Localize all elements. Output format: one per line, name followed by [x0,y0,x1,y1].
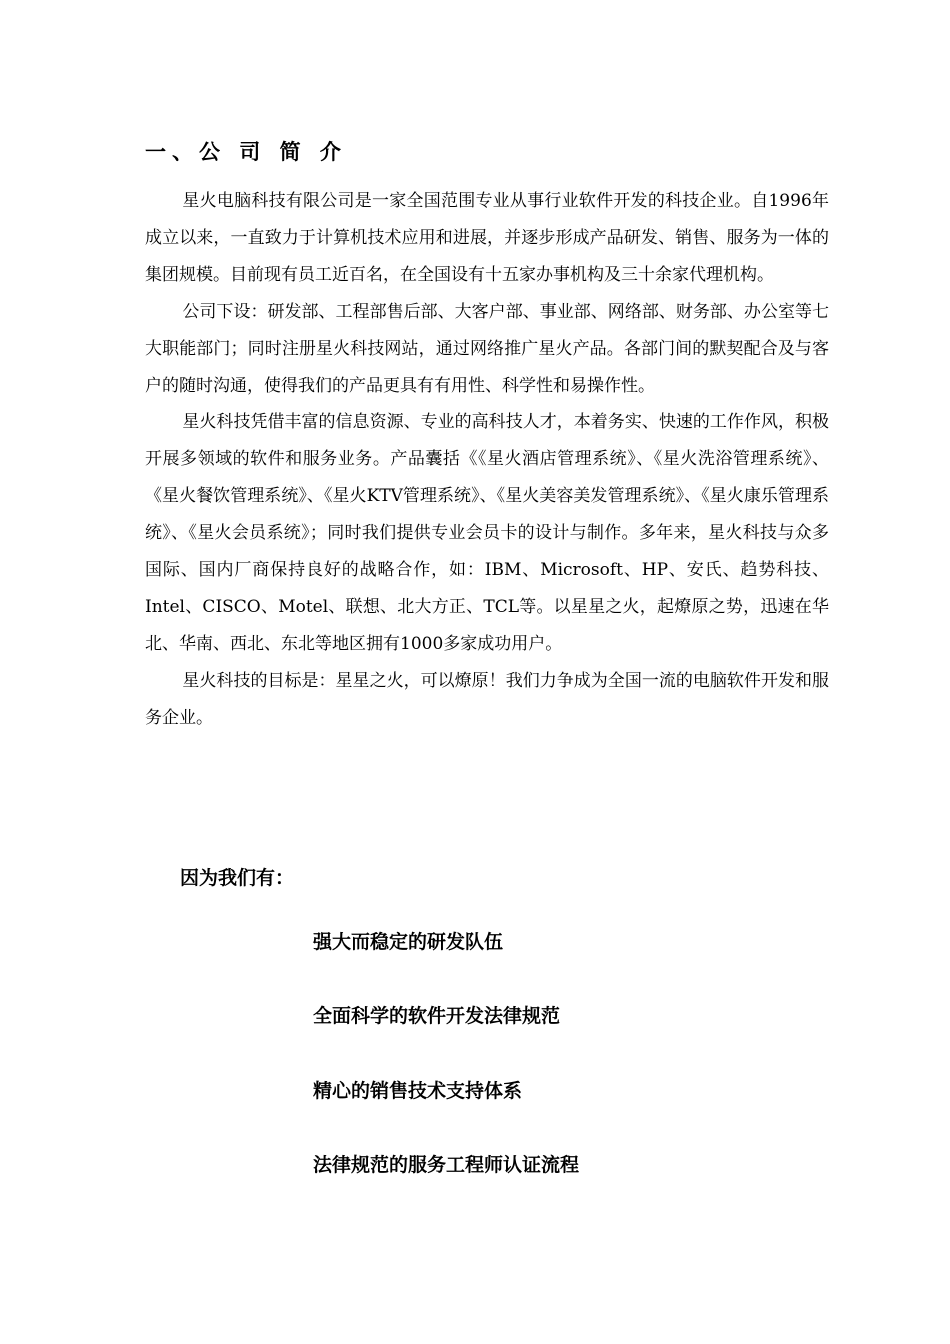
strength-item: 强大而稳定的研发队伍 [313,931,504,953]
company-intro-body [145,183,829,737]
because-label: 因为我们有： [180,867,295,889]
strength-item: 全面科学的软件开发法律规范 [313,1005,561,1028]
section-heading: 一、公 司 简 介 [145,140,347,164]
paragraph-overview: 星火电脑科技有限公司是一家全国范围专业从事行业软件开发的科技企业。自1996年成立以来，一直致力于计算机技术应用和进展，并逐步形成产品研发、销售、服务为一体的集团规模。目前现有员工近百名，在全国设有十五家办事机构及三十余家代理机构。 [145,191,829,285]
paragraph-departments: 公司下设：研发部、工程部售后部、大客户部、事业部、网络部、财务部、办公室等七大职能部门；同时注册星火科技网站，通过网络推广星火产品。各部门间的默契配合及与客户的随时沟通，使得我们的产品更具有有用性、科学性和易操作性。 [145,301,829,396]
strength-item: 法律规范的服务工程师认证流程 [313,1153,580,1176]
paragraph-goal: 星火科技的目标是：星星之火，可以燎原！我们力争成为全国一流的电脑软件开发和服务企业。 [145,670,829,728]
strength-item: 精心的销售技术支持体系 [313,1079,523,1102]
strengths-list [313,927,579,1224]
paragraph-products: 星火科技凭借丰富的信息资源、专业的高科技人才，本着务实、快速的工作作风，积极开展多领域的软件和服务业务。产品囊括《《星火酒店管理系统》、《星火洗浴管理系统》、《星火餐饮管理系统》、《星火KTV管理系统》、《星火美容美发管理系统》、《星火康乐管理系统》、《星火会员系统》；同时我们提供专业会员卡的设计与制作。多年来，星火科技与众多国际、国内厂商保持良好的战略合作，如：IBM、Microsoft、HP、安氏、趋势科技、Intel、CISCO、Motel、联想、北大方正、TCL等。以星星之火，起燎原之势，迅速在华北、华南、西北、东北等地区拥有1000多家成功用户。 [145,412,829,654]
